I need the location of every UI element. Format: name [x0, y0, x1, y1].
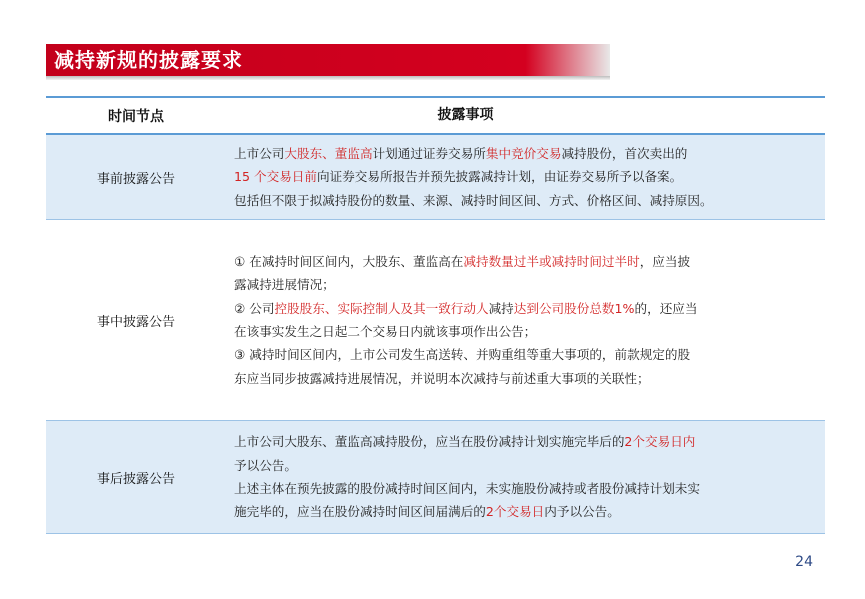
content-line	[234, 189, 821, 212]
text-segment: 予以公告。	[234, 457, 297, 473]
header-disclosure-items: 披露事项	[437, 106, 494, 123]
row-content-in-process-disclosure	[226, 220, 825, 420]
content-line	[234, 142, 821, 165]
text-segment: 计划通过证券交易所	[372, 145, 486, 161]
header-time-node: 时间节点	[108, 108, 164, 125]
table-row	[46, 135, 825, 220]
content-line	[234, 250, 821, 273]
text-segment: ① 在减持时间区间内，大股东、董监高在	[234, 253, 464, 269]
highlighted-text: 减持数量过半或减持时间过半时	[463, 253, 640, 269]
content-line	[234, 297, 821, 320]
text-segment: 东应当同步披露减持进展情况，并说明本次减持与前述重大事项的关联性；	[234, 370, 650, 386]
content-line	[234, 165, 821, 188]
text-segment: 减持	[488, 300, 514, 316]
text-segment: 的，还应当	[634, 300, 698, 316]
text-segment: 上市公司	[234, 145, 285, 161]
content-line	[234, 367, 821, 390]
disclosure-table	[46, 96, 825, 534]
text-segment: 施完毕的，应当在股份减持时间区间届满后的	[234, 504, 486, 520]
content-line	[234, 343, 821, 366]
content-line	[234, 500, 821, 523]
row-label-post-disclosure: 事后披露公告	[96, 471, 175, 487]
slide-title: 减持新规的披露要求	[54, 48, 243, 72]
highlighted-text: 大股东、董监高	[284, 145, 373, 161]
content-line	[234, 430, 821, 453]
row-label-in-process-disclosure: 事中披露公告	[96, 314, 175, 330]
content-line	[234, 454, 821, 477]
row-content-post-disclosure	[226, 421, 825, 533]
text-segment: 上市公司大股东、董监高减持股份，应当在股份减持计划实施完毕后的	[234, 434, 625, 450]
highlighted-text: 达到公司股份总数1%	[513, 300, 635, 316]
table-header-row	[46, 98, 825, 135]
highlighted-text: 2个交易日内	[624, 434, 696, 450]
highlighted-text: 15 个交易日前	[234, 169, 317, 185]
highlighted-text: 集中竞价交易	[485, 145, 562, 161]
text-segment: 减持股份，首次卖出的	[561, 145, 688, 161]
text-segment: 向证券交易所报告并预先披露减持计划，由证券交易所予以备案。	[317, 169, 683, 185]
text-segment: ③ 减持时间区间内，上市公司发生高送转、并购重组等重大事项的，前款规定的股	[234, 347, 691, 363]
content-line	[234, 320, 821, 343]
content-line	[234, 477, 821, 500]
table-row	[46, 421, 825, 534]
text-segment: 包括但不限于拟减持股份的数量、来源、减持时间区间、方式、价格区间、减持原因。	[234, 192, 713, 208]
text-segment: 上述主体在预先披露的股份减持时间区间内，未实施股份减持或者股份减持计划未实	[234, 481, 700, 496]
text-segment: 内予以公告。	[544, 504, 620, 520]
page-number: 24	[795, 554, 813, 570]
content-line	[234, 273, 821, 296]
row-label-pre-disclosure: 事前披露公告	[96, 171, 175, 187]
text-segment: 露减持进展情况；	[234, 277, 335, 293]
highlighted-text: 2个交易日	[485, 504, 545, 520]
text-segment: 在该事实发生之日起二个交易日内就该事项作出公告；	[234, 324, 537, 339]
table-row	[46, 220, 825, 421]
title-bar	[46, 44, 610, 76]
text-segment: ，应当披	[639, 253, 691, 269]
title-bar-shadow	[46, 76, 610, 80]
highlighted-text: 控股股东、实际控制人及其一致行动人	[274, 300, 489, 316]
text-segment: ② 公司	[234, 300, 275, 316]
row-content-pre-disclosure	[226, 135, 825, 219]
